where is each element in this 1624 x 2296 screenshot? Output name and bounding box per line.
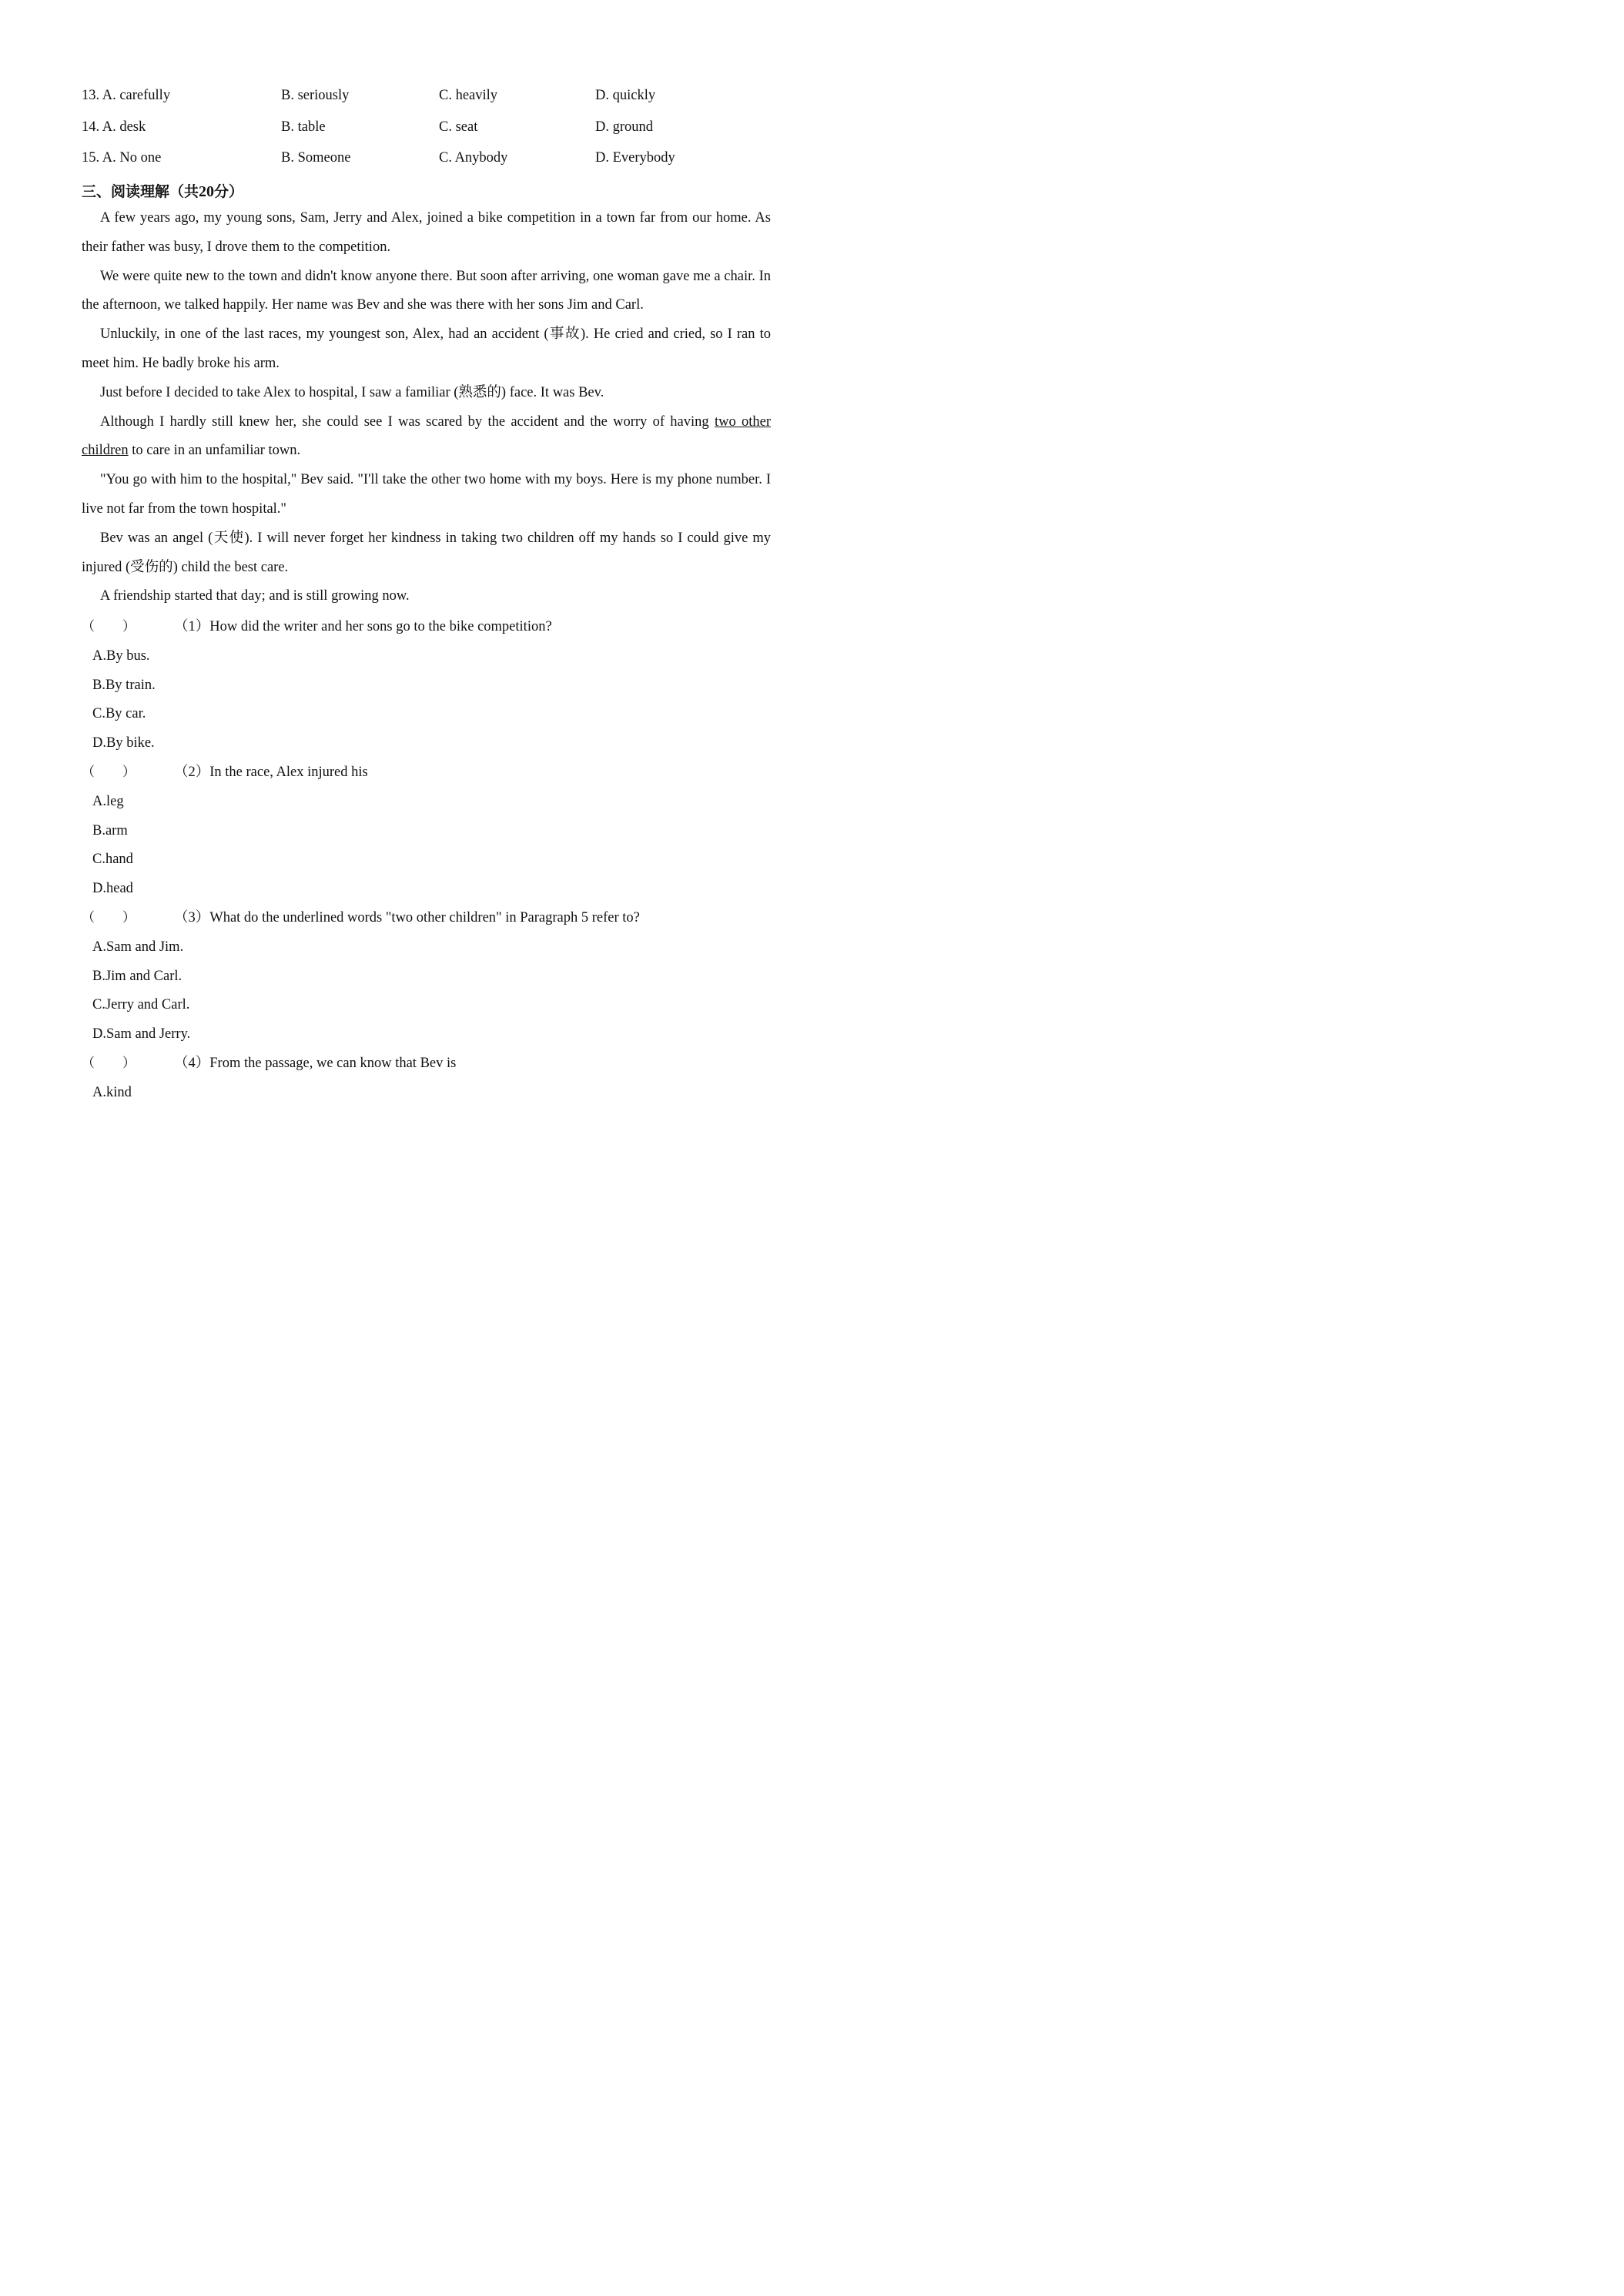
answer-blank[interactable]: （ ） (82, 910, 136, 925)
question-1 (82, 613, 775, 758)
choice-c[interactable]: C.Jerry and Carl. (92, 997, 190, 1013)
passage-paragraph-7: Bev was an angel (天使). I will never forget her kindness in taking two children off my hands so I could give my injured (受伤的) child the best care. (82, 530, 771, 575)
question-4 (82, 1049, 775, 1108)
option-d: D. Everybody (595, 150, 675, 166)
option-c: C. Anybody (439, 150, 508, 166)
option-c: C. heavily (439, 88, 498, 103)
answer-blank[interactable]: （ ） (82, 1056, 136, 1071)
question-stem: （2）In the race, Alex injured his (174, 765, 368, 780)
question-stem-line (82, 613, 775, 642)
question-stem-line (82, 758, 775, 788)
question-stem-line (82, 904, 775, 933)
passage-paragraph-5 (82, 408, 771, 467)
choice-b[interactable]: B.arm (92, 822, 128, 838)
option-a: 15. A. No one (82, 150, 162, 166)
passage-paragraph-3: Unluckily, in one of the last races, my youngest son, Alex, had an accident (事故). He cried and cried, so I ran to meet him. He badly broke his arm. (82, 326, 771, 371)
question-2 (82, 758, 775, 904)
choice-d[interactable]: D.head (92, 881, 133, 897)
option-a: 14. A. desk (82, 119, 146, 135)
question-3 (82, 904, 775, 1049)
underlined-phrase: two other children (82, 413, 771, 459)
option-d: D. quickly (595, 88, 656, 103)
passage-paragraph-2: We were quite new to the town and didn't know anyone there. But soon after arriving, one woman gave me a chair. In the afternoon, we talked happily. Her name was Bev and she was there with her sons Jim and Carl. (82, 268, 771, 313)
passage-paragraph-1: A few years ago, my young sons, Sam, Jerry and Alex, joined a bike competition in a town far from our home. As their father was busy, I drove them to the competition. (82, 210, 771, 255)
p5-text-after: to care in an unfamiliar town. (128, 443, 301, 459)
option-row-15 (82, 150, 775, 173)
passage-paragraph-6: "You go with him to the hospital," Bev said. "I'll take the other two home with my boys. Here is my phone number. I live not far from the town hospital." (82, 472, 771, 517)
passage-paragraph-4: Just before I decided to take Alex to hospital, I saw a familiar (熟悉的) face. It was Bev. (100, 384, 604, 400)
choice-c[interactable]: C.By car. (92, 706, 146, 722)
choice-b[interactable]: B.Jim and Carl. (92, 968, 182, 984)
section-title-prefix: 三、阅读理解（共 (82, 183, 199, 200)
option-b: B. table (281, 119, 326, 135)
choice-d[interactable]: D.Sam and Jerry. (92, 1026, 191, 1043)
question-stem: （3）What do the underlined words "two other children" in Paragraph 5 refer to? (174, 910, 640, 925)
choice-d[interactable]: D.By bike. (92, 735, 155, 751)
passage-paragraph-8: A friendship started that day; and is still growing now. (100, 588, 410, 604)
section-title-points: 20 (199, 183, 215, 200)
option-b: B. Someone (281, 150, 351, 166)
choice-c[interactable]: C.hand (92, 852, 133, 868)
choice-a[interactable]: A.kind (92, 1084, 132, 1100)
option-c: C. seat (439, 119, 478, 135)
choice-a[interactable]: A.By bus. (92, 648, 150, 664)
answer-blank[interactable]: （ ） (82, 619, 136, 634)
p5-text-before: Although I hardly still knew her, she could see I was scared by the accident and the worry of having (100, 413, 715, 430)
section-heading (82, 180, 243, 201)
choice-a[interactable]: A.leg (92, 793, 124, 809)
question-stem: （4）From the passage, we can know that Bev is (174, 1056, 457, 1071)
option-b: B. seriously (281, 88, 350, 103)
option-row-14 (82, 119, 775, 142)
option-d: D. ground (595, 119, 654, 135)
reading-passage (82, 204, 771, 611)
option-a: 13. A. carefully (82, 88, 171, 103)
question-stem: （1）How did the writer and her sons go to the bike competition? (174, 619, 552, 634)
question-stem-line (82, 1049, 775, 1079)
answer-blank[interactable]: （ ） (82, 765, 136, 780)
exam-page (0, 0, 854, 1208)
option-row-13 (82, 88, 775, 111)
choice-a[interactable]: A.Sam and Jim. (92, 939, 184, 955)
section-title-suffix: 分） (214, 183, 244, 200)
choice-b[interactable]: B.By train. (92, 677, 156, 693)
